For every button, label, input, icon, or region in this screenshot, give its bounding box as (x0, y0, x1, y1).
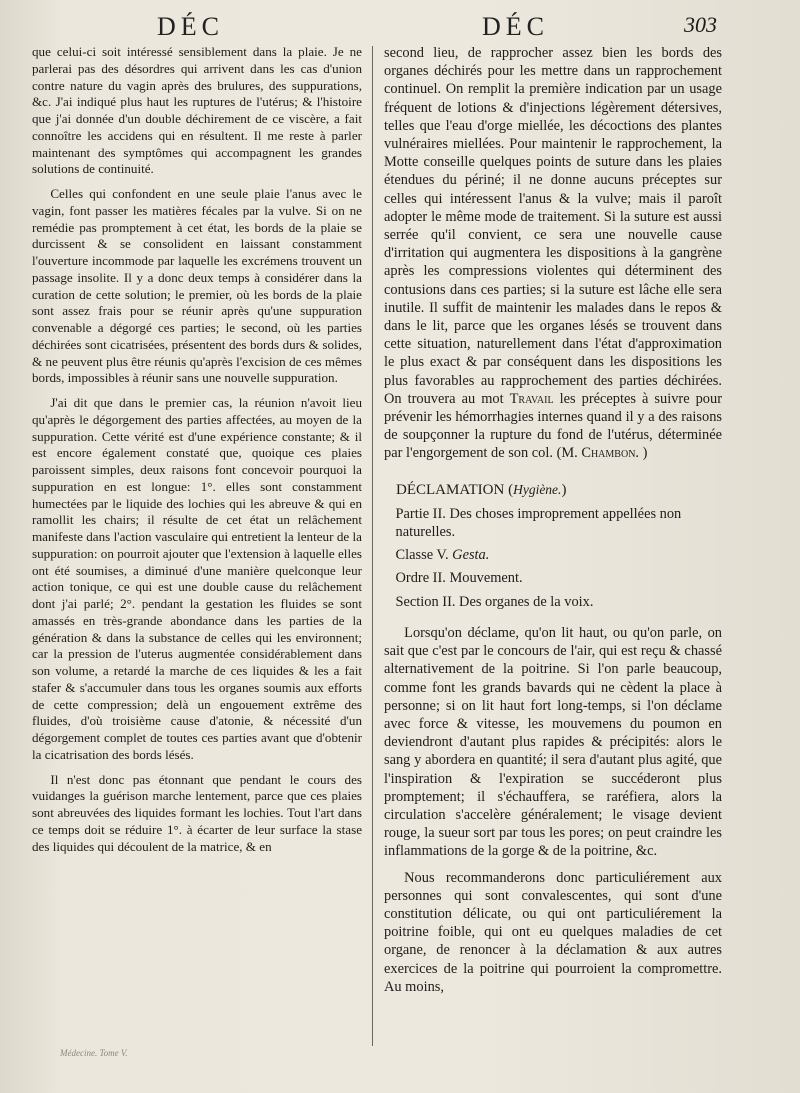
left-column (32, 44, 362, 855)
left-paragraph-1: que celui-ci soit intéressé sensiblement dans la plaie. Je ne parlerai pas des désordres qui arrivent dans les cas d'union contre nature du vagin après des brulures, des suppurations, &c. J'ai indiqué plus haut les ruptures de l'utérus; & l'histoire que j'ai donnée d'un double déchirement de ce viscère, a fait connoître les accidens qui en résultent. Il me reste à parler maintenant des symptômes qui accompagnent les grandes solutions de continuité. (32, 44, 362, 177)
left-paragraph-3: J'ai dit que dans le premier cas, la réunion n'avoit lieu qu'après le dégorgement des parties affectées, au moyen de la suppuration. Cette vérité est d'une expérience constante; & il est encore également constaté que, quoique ces plaies paroissent simples, deux raisons font concevoir pourquoi la suppuration en est longue: 1°. elles sont constamment humectées par le liquide des lochies qui les abreuve & qui en ramollit les chairs; il résulte de cet état un relâchement manifeste dans l'action vasculaire qui entretient la lenteur de la suppuration: on pourroit ajouter que l'extension à laquelle elles ont été soumises, a diminué d'une manière quelconque leur action tonique, ce qui est une double cause du relâchement dont j'ai parlé; 2°. pendant la gestation les fluides se sont amassés en très-grande abondance dans les parties de la génération & dans la substance de celles qui les environnent; car la pression de l'uterus augmentée considérablement dans son volume, a retardé la marche de ces liquides & les a fait stafer & s'accumuler dans tous les organes soumis aux efforts de cette compression; delà un engouement extrême des fluides, d'où troisième cause d'atonie, & nécessité d'un dégorgement complet de toutes ces parties avant que d'obtenir la cicatrisation des bords lésés. (32, 395, 362, 762)
classe-label: Classe V. (395, 547, 449, 564)
article-subject-close: ) (561, 481, 567, 498)
classification-classe (384, 546, 722, 564)
article-heading (384, 481, 722, 499)
article-subject: Hygiène. (513, 481, 562, 497)
classification-section: Section II. Des organes de la voix. (395, 593, 594, 610)
author-signature: M. Chambon (561, 445, 636, 462)
column-divider (372, 46, 373, 1046)
running-head-right: DÉC (482, 12, 549, 41)
signature-close: . ) (635, 445, 648, 462)
right-paragraph-2: Lorsqu'on déclame, qu'on lit haut, ou qu'on parle, on sait que c'est par le concours de l'air, qui est reçu & chassé alternativement de la poitrine. Si l'on parle beaucoup, comme font les grands bavards qui ne cèdent la place à personne; si on lit haut fort long-temps, si l'on déclame avec force & vitesse, les mouvemens du poumon en deviendront d'autant plus rapides & précipités: alors le sang y abordera en quantité; il sera d'autant plus agité, que l'inspiration & l'expiration se succéderont plus promptement; il s'échauffera, se raréfiera, alors la circulation s'accelère généralement; le visage devient rouge, la sueur sort par tous les pores; on peut craindre les inflammations de la gorge & de la poitrine, &c. (384, 624, 722, 860)
classe-name: Gesta. (452, 547, 490, 564)
page-number: 303 (684, 12, 717, 37)
classification-ordre: Ordre II. Mouvement. (395, 570, 523, 587)
article-title: DÉCLAMATION (396, 481, 505, 498)
running-head-left: DÉC (157, 12, 224, 41)
page-footer: Médecine. Tome V. (60, 1048, 128, 1058)
right-paragraph-1-text: second lieu, de rapprocher assez bien les bords des organes déchirés pour les mettre dans un rapprochement continuel. On remplit la première indication par un usage fréquent de lotions & d'injections légèrement détersives, telles que l'eau d'orge miellée, les décoctions des plantes vulnéraires miellées. Pour maintenir le rapprochement, la Motte conseille quelques points de suture dans les plaies étendues du périné; il ne donne aucuns préceptes sur celles qui intéressent l'anus & la vulve; mais il paroît adopter le même mode de traitement. Si la suture est aussi serrée qu'il convient, ce sera une nouvelle cause d'irritation qui augmentera les dispositions à la gangrène après les compressions violentes qui déterminent des contusions dans ces parties; si la suture est lâche elle sera inutile. Il suffit de maintenir les malades dans le repos & dans le lit, parce que les organes lésés se trouvent dans cette situation, naturellement dans l'état d'approximation le plus exact & par conséquent dans les dispositions les plus favorables au rapprochement des parties déchirées. On trouvera au mot (384, 45, 722, 407)
right-column (384, 44, 722, 996)
right-paragraph-1-end: les préceptes à suivre pour prévenir les hémorrhagies internes quand il y a des raisons de soupçonner la rupture du fond de l'utérus, déterminée par l'engorgement de son col. ( (384, 390, 722, 462)
article-subject-open: ( (508, 481, 514, 498)
right-paragraph-1 (384, 44, 722, 463)
right-paragraph-3: Nous recommanderons donc particuliérement aux personnes qui sont convalescentes, qui sont d'une constitution délicate, ou qui ont particuliérement la poitrine foible, qui ont eu quelques maladies de cet organe, de renoncer à la déclamation & aux autres exercices de la poitrine qui pourroient la compromettre. Au moins, (384, 869, 722, 995)
cross-reference-travail: Travail (509, 390, 554, 407)
left-paragraph-2: Celles qui confondent en une seule plaie l'anus avec le vagin, font passer les matières fécales par la vulve. Si on ne remédie pas promptement à cet état, les bords de la plaie se durcissent & se consolident en laissant constamment l'ouverture incommode par laquelle les excrémens trouvent un passage insolite. Il y a donc deux temps à considérer dans la curation de cette solution; le premier, où les bords de la plaie sont assez frais pour se réunir après qu'une suppuration convenable a dégorgé ces parties; le second, où les parties déchirées sont cicatrisées, présentent des bords durs & solides, & ne peuvent plus être réunis qu'après l'excision de ces mêmes bords, impossibles à réunir sans une nouvelle suppuration. (32, 186, 362, 386)
left-paragraph-4: Il n'est donc pas étonnant que pendant le cours des vuidanges la guérison marche lentement, parce que ces plaies sont abreuvées des liquides formant les lochies. Tout l'art dans ce temps doit se réduire 1°. à écarter de leur surface la stase des liquides qui découlent de la matrice, & en (32, 771, 362, 854)
classification-partie: Partie II. Des choses improprement appellées non naturelles. (395, 505, 682, 541)
